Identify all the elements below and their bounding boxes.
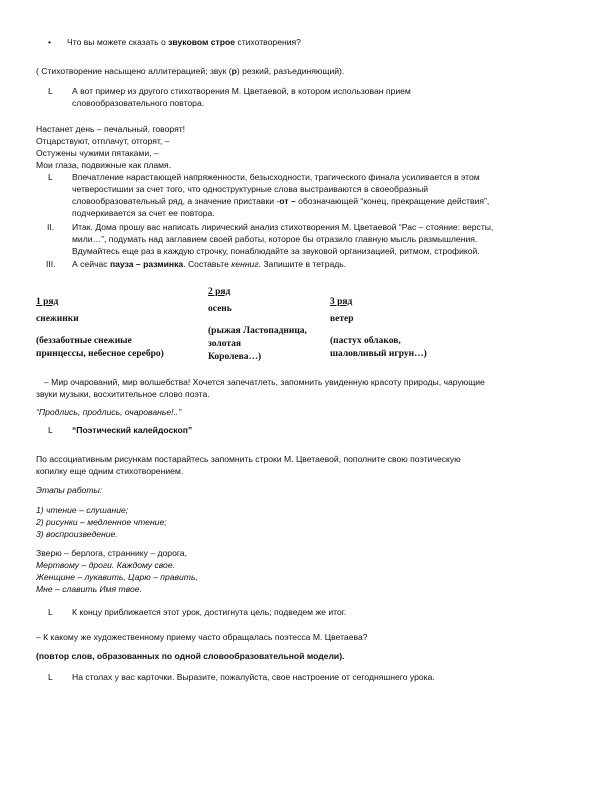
- stage-item: 3) воспроизведение.: [36, 529, 118, 539]
- analysis-line: словообразовательный ряд, а значение приставки -от – обозначающей “конец, прекращение действия”,: [72, 196, 490, 206]
- list-marker: II.: [47, 222, 55, 232]
- analysis-line: четверостишии за счет того, что одноструктурные слова выстраиваются в своеобразный: [72, 184, 429, 194]
- question-sound: Что вы можете сказать о звуковом строе стихотворения?: [67, 37, 301, 47]
- list-marker: L: [48, 607, 53, 617]
- kenning-desc: Королева…): [208, 352, 262, 362]
- analysis-line: подчеркивается за счет ее повтора.: [72, 208, 215, 218]
- section-title: “Поэтический калейдоскоп”: [72, 425, 193, 435]
- kenning-desc: золотая: [208, 339, 242, 349]
- paragraph-line: – Мир очарований, мир волшебства! Хочется запечатлеть, запомнить увиденную красоту природы, чарующие: [44, 377, 485, 387]
- column-heading: 1 ряд: [36, 297, 59, 307]
- stages-title: Этапы работы:: [36, 485, 103, 495]
- poem-line: Отцарствуют, отплачут, отгорят, –: [36, 136, 170, 146]
- analysis-line: Впечатление нарастающей напряженности, безысходности, трагического финала усиливается в этом: [72, 172, 480, 182]
- list-marker: L: [48, 425, 53, 435]
- answer-line: (повтор слов, образованных по одной словообразовательной модели).: [36, 651, 345, 661]
- conclusion-line: К концу приближается этот урок, достигнута цель; подведем же итог.: [72, 607, 347, 617]
- poem-line: Настанет день – печальный, говорят!: [36, 124, 186, 134]
- paragraph-line: звуки музыки, восхитительное слово поэта.: [36, 389, 210, 399]
- list-marker: L: [48, 86, 53, 96]
- list-marker: L: [48, 172, 53, 182]
- poem-line: Мои глаза, подвижные как пламя.: [36, 160, 172, 170]
- kenning-word: осень: [208, 304, 232, 314]
- quote: “Продлись, продлись, очарованье!..”: [36, 407, 182, 417]
- stage-item: 1) чтение – слушание;: [36, 505, 129, 515]
- homework-line: мили…”, подумать над заглавием своей работы, которое бы отразило главную мысль размышления.: [72, 234, 478, 244]
- cards-line: На столах у вас карточки. Выразите, пожалуйста, свое настроение от сегодняшнего урока.: [72, 672, 435, 682]
- kenning-word: снежинки: [36, 314, 79, 324]
- poem-line: Остужены чужими пятаками, –: [36, 148, 159, 158]
- kenning-word: ветер: [330, 314, 354, 324]
- paragraph-line: По ассоциативным рисункам постарайтесь запомнить строки М. Цветаевой, пополните свою поэтическую: [36, 454, 461, 464]
- list-marker: III.: [46, 259, 56, 269]
- verse-line: Мне – славить Имя твое.: [36, 584, 142, 594]
- homework-line: Вдумайтесь еще раз в каждую строчку, понаблюдайте за звуковой организацией, ритмом, строфикой.: [72, 246, 480, 256]
- row-column-3: [330, 296, 470, 361]
- answer-alliteration: ( Стихотворение насыщено аллитерацией; звук (р) резкий, разъединяющий).: [36, 66, 345, 76]
- kenning-desc: принцессы, небесное серебро): [36, 349, 164, 359]
- kenning-desc: шаловливый игрун…): [330, 349, 427, 359]
- kenning-desc: (пастух облаков,: [330, 336, 401, 346]
- kenning-desc: (беззаботные снежные: [36, 336, 132, 346]
- verse-line: Мертвому – дроги. Каждому свое.: [36, 560, 176, 570]
- example-intro-line2: словообразовательного повтора.: [72, 98, 205, 108]
- stage-item: 2) рисунки – медленное чтение;: [36, 517, 167, 527]
- row-column-2: [208, 286, 333, 364]
- column-heading: 3 ряд: [330, 297, 353, 307]
- list-marker: L: [48, 672, 53, 682]
- homework-line: Итак. Дома прошу вас написать лирический анализ стихотворения М. Цветаевой “Рас – стояние: версты,: [72, 222, 494, 232]
- example-intro-line1: А вот пример из другого стихотворения М. Цветаевой, в котором использован прием: [72, 86, 411, 96]
- verse-line: Зверю – берлога, страннику – дорога,: [36, 548, 187, 558]
- column-heading: 2 ряд: [208, 287, 231, 297]
- row-column-1: [36, 296, 206, 361]
- question-line: – К какому же художественному приему часто обращалась поэтесса М. Цветаева?: [36, 632, 368, 642]
- verse-line: Женщине – лукавить, Царю – править,: [36, 572, 198, 582]
- warmup-line: А сейчас пауза – разминка. Составьте кенниг. Запишите в тетрадь.: [72, 259, 347, 269]
- bullet-marker: •: [48, 37, 52, 47]
- kenning-desc: (рыжая Ластопадница,: [208, 326, 307, 336]
- paragraph-line: копилку еще одним стихотворением.: [36, 466, 184, 476]
